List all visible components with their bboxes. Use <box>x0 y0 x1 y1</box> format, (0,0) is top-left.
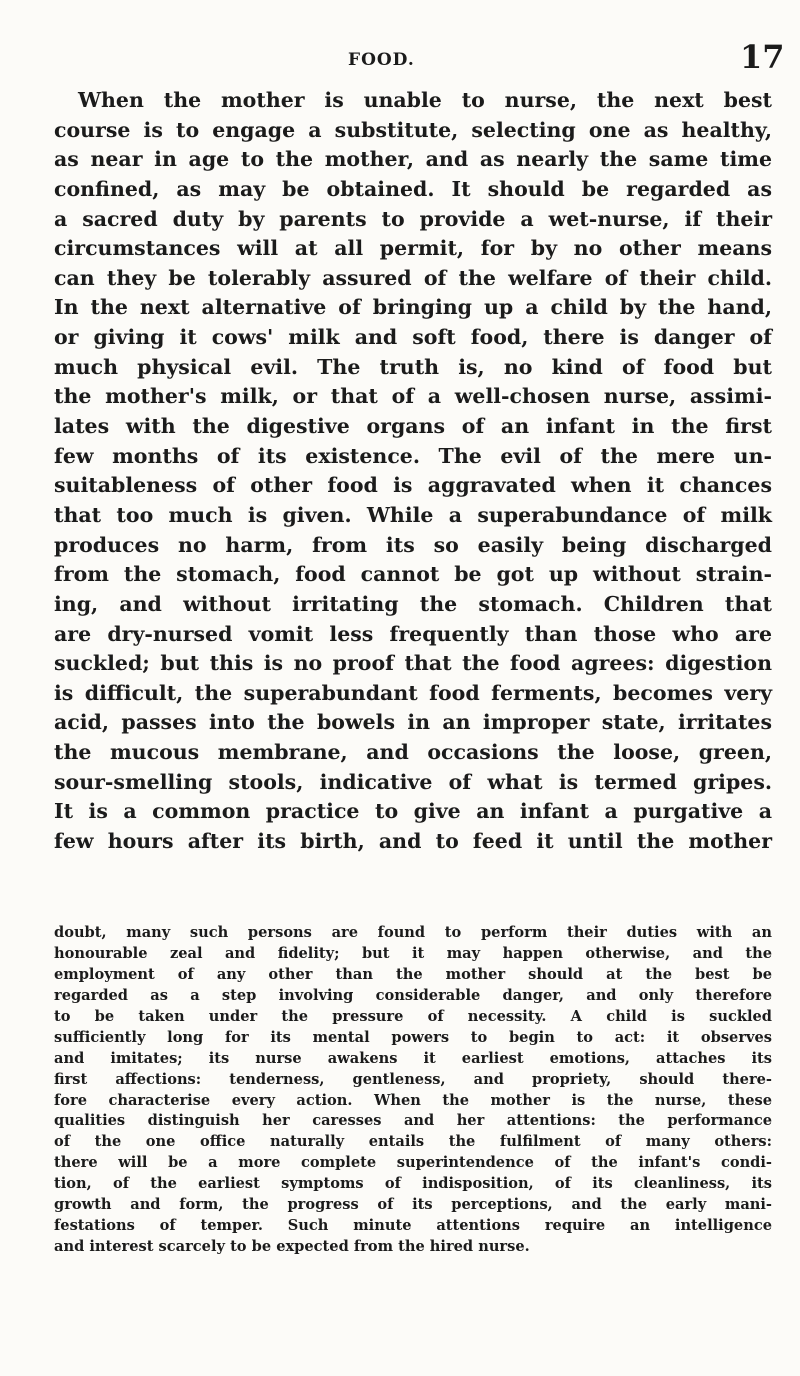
footnote-line: growth and form, the progress of its perceptions, and the early mani- <box>54 1196 772 1214</box>
text-line: It is a common practice to give an infant a purgative a <box>54 799 772 824</box>
text-line: or giving it cows' milk and soft food, there is danger of <box>54 325 772 350</box>
text-line: as near in age to the mother, and as nearly the same time <box>54 147 772 172</box>
footnote-line: honourable zeal and fidelity; but it may happen otherwise, and the <box>54 944 772 962</box>
text-line: a sacred duty by parents to provide a wet-nurse, if their <box>54 206 772 231</box>
text-line: is difficult, the superabundant food ferments, becomes very <box>54 680 772 705</box>
footnote-line: fore characterise every action. When the mother is the nurse, these <box>54 1091 772 1109</box>
footnote-line: of the one office naturally entails the fulfilment of many others: <box>54 1133 772 1151</box>
text-line: suckled; but this is no proof that the food agrees: digestion <box>54 651 772 676</box>
footnote-line: sufficiently long for its mental powers to begin to act: it observes <box>54 1028 772 1046</box>
text-line: In the next alternative of bringing up a child by the hand, <box>54 295 772 320</box>
text-line: the mother's milk, or that of a well-chosen nurse, assimi- <box>54 384 772 409</box>
text-line: the mucous membrane, and occasions the loose, green, <box>54 740 772 765</box>
main-text-block <box>54 86 772 857</box>
text-line: that too much is given. While a superabundance of milk <box>54 502 772 527</box>
text-line: few months of its existence. The evil of the mere un- <box>54 443 772 468</box>
text-line: from the stomach, food cannot be got up without strain- <box>54 562 772 587</box>
text-line: sour-smelling stools, indicative of what is termed gripes. <box>54 769 772 794</box>
footnote-block <box>54 923 772 1258</box>
footnote-line: to be taken under the pressure of necessity. A child is suckled <box>54 1007 772 1025</box>
footnote-line: first affections: tenderness, gentleness, and propriety, should there- <box>54 1070 772 1088</box>
text-line: course is to engage a substitute, selecting one as healthy, <box>54 117 772 142</box>
footnote-line: and interest scarcely to be expected from the hired nurse. <box>54 1238 530 1256</box>
text-line: suitableness of other food is aggravated when it chances <box>54 473 772 498</box>
footnote-line: employment of any other than the mother should at the best be <box>54 965 772 983</box>
text-line: acid, passes into the bowels in an improper state, irritates <box>54 710 772 735</box>
text-line: lates with the digestive organs of an infant in the first <box>54 414 772 439</box>
footnote-line: tion, of the earliest symptoms of indisposition, of its cleanliness, its <box>54 1175 772 1193</box>
text-line: are dry-nursed vomit less frequently than those who are <box>54 621 772 646</box>
footnote-line: there will be a more complete superintendence of the infant's condi- <box>54 1154 772 1172</box>
text-line: When the mother is unable to nurse, the next best <box>78 88 772 112</box>
text-line: confined, as may be obtained. It should be regarded as <box>54 176 772 201</box>
text-line: ing, and without irritating the stomach. Children that <box>54 591 772 616</box>
page-header <box>0 36 800 76</box>
text-line: can they be tolerably assured of the welfare of their child. <box>54 265 772 290</box>
text-line: circumstances will at all permit, for by no other means <box>54 236 772 261</box>
page-number: 17 <box>740 38 785 76</box>
text-line: produces no harm, from its so easily being discharged <box>54 532 772 557</box>
footnote-line: festations of temper. Such minute attentions require an intelligence <box>54 1217 772 1235</box>
footnote-line: doubt, many such persons are found to perform their duties with an <box>54 924 772 941</box>
text-line: few hours after its birth, and to feed it until the mother <box>54 829 772 854</box>
footnote-line: qualities distinguish her caresses and her attentions: the performance <box>54 1112 772 1130</box>
text-line: much physical evil. The truth is, no kind of food but <box>54 354 772 379</box>
footnote-line: and imitates; its nurse awakens it earliest emotions, attaches its <box>54 1049 772 1067</box>
footnote-line: regarded as a step involving considerable danger, and only therefore <box>54 986 772 1004</box>
running-head: FOOD. <box>348 50 415 70</box>
